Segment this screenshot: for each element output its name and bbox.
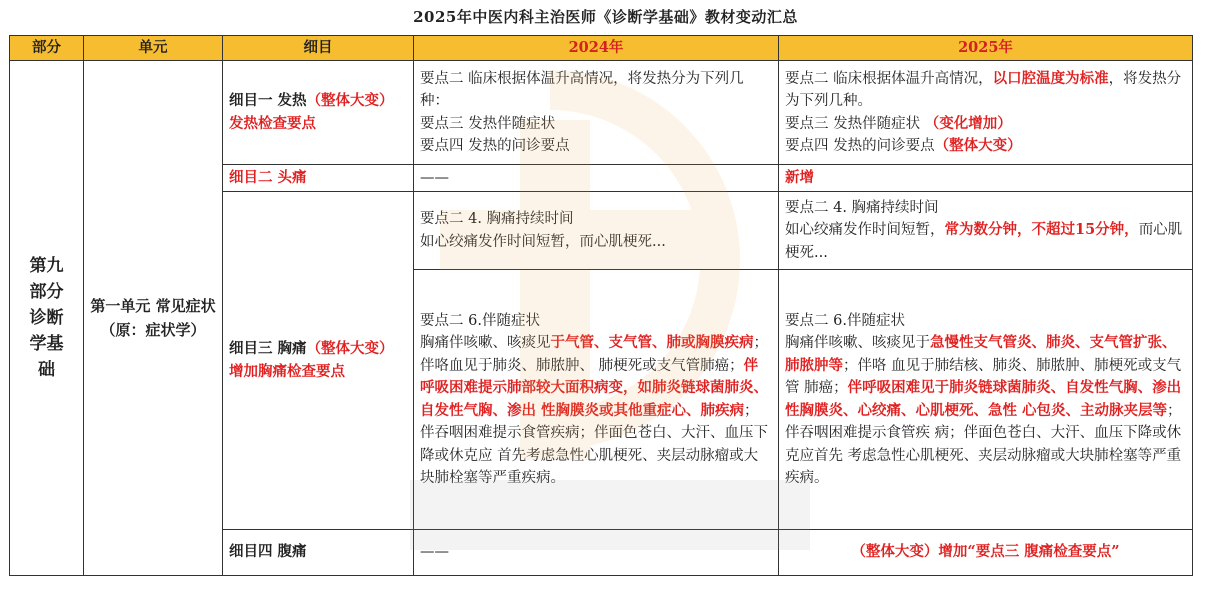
chest-accompany-2025-b: 急慢性支气管炎、肺炎、支气管扩张、肺脓肿等 xyxy=(785,334,1177,374)
table-row xyxy=(10,61,1193,165)
abdomen-2024: —— xyxy=(414,530,779,576)
detail-chest xyxy=(223,192,414,530)
chest-duration-2024-line2: 如心绞痛发作时间短暂，而心肌梗死... xyxy=(420,233,666,250)
chest-duration-2025-line1: 要点二 4. 胸痛持续时间 xyxy=(785,199,939,216)
unit-original: （原：症状学） xyxy=(100,321,206,339)
fever-2024 xyxy=(414,61,779,165)
fever-2024-line2: 要点三 发热伴随症状 xyxy=(420,115,556,132)
chest-duration-2024 xyxy=(414,192,779,270)
fever-2025-line1-highlight: 以口腔温度为标准 xyxy=(992,69,1109,87)
chest-accompany-2024-e: ；伴吞咽困难提示食管疾病；伴面色苍白、大汗、血压下降或休克应 首先考虑急性心肌梗死、夹层动脉瘤或大块肺栓塞等严重疾病。 xyxy=(420,402,768,486)
chest-accompany-2025-head: 要点二 6.伴随症状 xyxy=(785,312,905,329)
changes-table xyxy=(9,35,1193,576)
chest-accompany-2024-a: 胸痛伴咳嗽、咳痰见 xyxy=(420,335,551,351)
fever-2025-line2 xyxy=(785,113,1186,136)
detail-chest-change: （整体大变） xyxy=(306,340,394,357)
detail-fever xyxy=(223,61,414,165)
detail-fever-change: （整体大变） xyxy=(306,92,394,109)
headache-2024: —— xyxy=(414,165,779,192)
chest-accompany-2025 xyxy=(779,270,1193,530)
chest-duration-2025-rest: 而心肌梗死... xyxy=(785,222,1183,261)
header-part: 部分 xyxy=(10,36,84,61)
chest-accompany-2025-c: ；伴咯 血见于肺结核、肺炎、肺脓肿、肺梗死或支气管 肺癌； xyxy=(785,357,1182,396)
fever-2025-line1 xyxy=(785,68,1186,113)
detail-fever-added: 发热检查要点 xyxy=(229,114,316,132)
chest-accompany-2025-a: 胸痛伴咳嗽、咳痰见于 xyxy=(785,335,930,351)
chest-accompany-2024-d: 伴呼吸困难提示肺部较大面积病变，如肺炎链球菌肺炎、自发性气胸、渗出 性胸膜炎或其他重症心、肺疾病 xyxy=(420,356,768,419)
headache-2025: 新增 xyxy=(779,165,1193,192)
chest-accompany-2024-head: 要点二 6.伴随症状 xyxy=(420,312,540,329)
chest-duration-2025 xyxy=(779,192,1193,270)
fever-2025-line2-text: 要点三 发热伴随症状 xyxy=(785,115,925,132)
chest-duration-2024-line1: 要点二 4. 胸痛持续时间 xyxy=(420,211,574,227)
fever-2025-line1-rest: ，将发热分为下列几种。 xyxy=(785,70,1182,109)
detail-fever-title: 细目一 发热 xyxy=(229,92,307,109)
header-2024: 2024年 xyxy=(414,36,779,61)
chest-duration-2025-highlight: 常为数分钟，不超过15分钟， xyxy=(944,221,1139,239)
fever-2025-line2-highlight: （变化增加） xyxy=(924,114,1012,132)
chest-duration-2025-text: 如心绞痛发作时间短暂， xyxy=(785,222,945,239)
detail-chest-added: 增加胸痛检查要点 xyxy=(229,362,345,380)
chest-accompany-2024-c: ；伴咯血见于肺炎、肺脓肿、 肺梗死或支气管肺癌； xyxy=(420,335,768,374)
header-2025: 2025年 xyxy=(779,36,1193,61)
fever-2025-line3 xyxy=(785,135,1186,158)
detail-abdomen: 细目四 腹痛 xyxy=(223,530,414,576)
unit-name: 第一单元 常见症状 xyxy=(90,297,216,315)
detail-headache: 细目二 头痛 xyxy=(223,165,414,192)
chest-accompany-2024 xyxy=(414,270,779,530)
header-unit: 单元 xyxy=(84,36,223,61)
fever-2024-line3: 要点四 发热的问诊要点 xyxy=(420,138,570,154)
chest-accompany-2024-b: 于气管、支气管、肺或胸膜疾病 xyxy=(550,334,754,351)
page-title: 2025年中医内科主治医师《诊断学基础》教材变动汇总 xyxy=(413,8,798,26)
abdomen-2025: （整体大变）增加“要点三 腹痛检查要点” xyxy=(779,530,1193,576)
chest-accompany-2025-d: 伴呼吸困难见于肺炎链球菌肺炎、自发性气胸、渗出性胸膜炎、心绞痛、心肌梗死、急性 心包炎、主动脉夹层等 xyxy=(785,379,1182,419)
detail-chest-title: 细目三 胸痛 xyxy=(229,340,307,357)
fever-2025 xyxy=(779,61,1193,165)
fever-2025-line3-text: 要点四 发热的问诊要点 xyxy=(785,138,935,154)
fever-2025-line3-highlight: （整体大变） xyxy=(934,137,1022,154)
fever-2024-line1: 要点二 临床根据体温升高情况，将发热分为下列几种： xyxy=(420,70,744,109)
header-row xyxy=(10,36,1193,61)
header-detail: 细目 xyxy=(223,36,414,61)
unit-cell xyxy=(84,61,223,576)
chest-accompany-2025-e: ；伴吞咽困难提示食管疾 病；伴面色苍白、大汗、血压下降或休克应首先 考虑急性心肌梗死、夹层动脉瘤或大块肺栓塞等严重疾病。 xyxy=(785,402,1182,486)
part-cell: 第九部分诊断学基础 xyxy=(10,61,84,576)
fever-2025-line1-text: 要点二 临床根据体温升高情况， xyxy=(785,70,993,87)
